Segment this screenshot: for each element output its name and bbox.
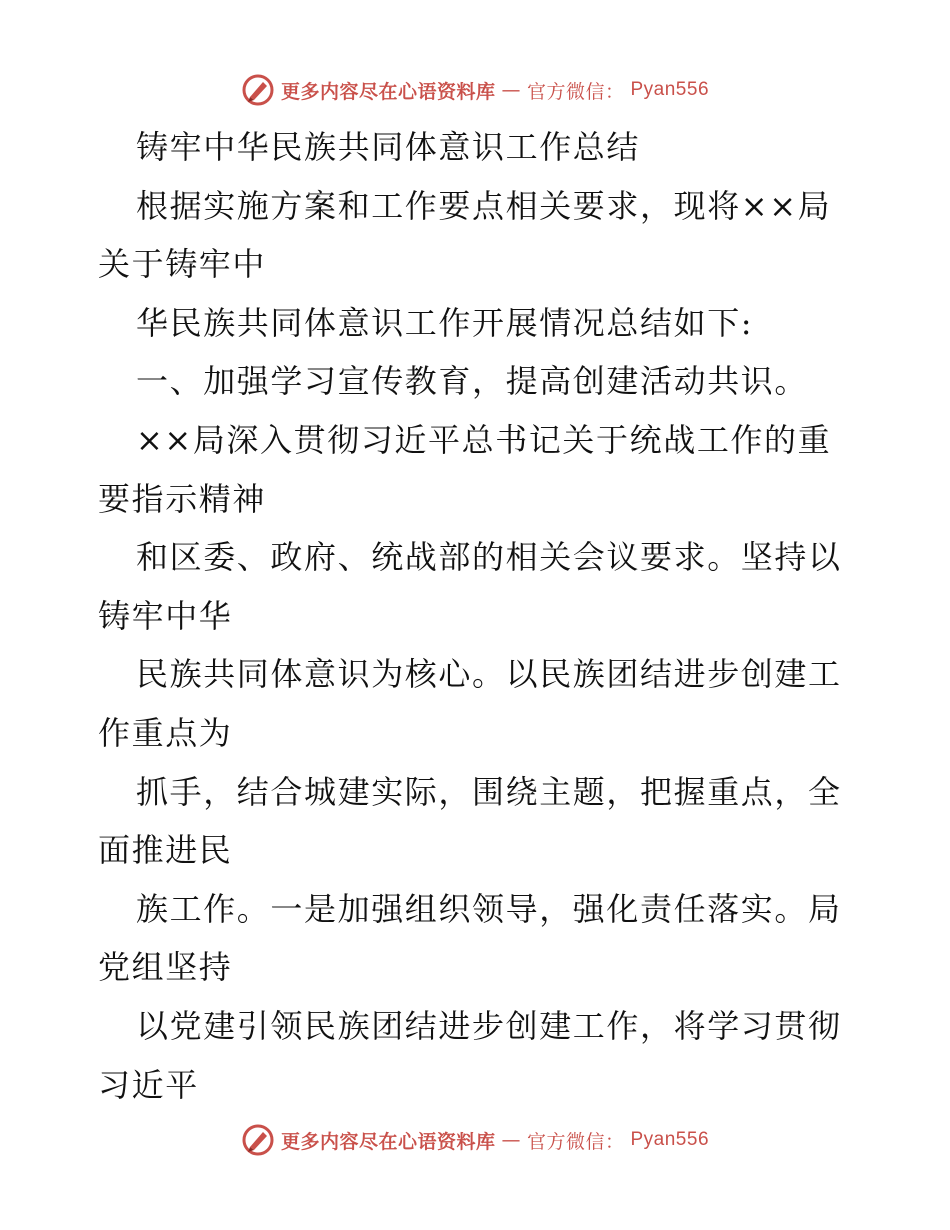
- header-watermark: [0, 70, 950, 110]
- doc-line: 族工作。一是加强组织领导，强化责任落实。局: [136, 889, 842, 928]
- doc-line: 党组坚持: [98, 948, 233, 987]
- watermark-main-text: 更多内容尽在心语资料库: [280, 80, 496, 103]
- watermark-sub-text: 官方微信：: [526, 80, 625, 103]
- document-body: [98, 118, 858, 1114]
- watermark-dash: —: [501, 1129, 521, 1151]
- footer-watermark: [0, 1120, 950, 1160]
- doc-line: 作重点为: [98, 713, 233, 752]
- watermark-id: Pyan556: [630, 1129, 710, 1150]
- doc-line: 根据实施方案和工作要点相关要求，现将××局: [136, 186, 832, 225]
- doc-line: 要指示精神: [98, 479, 267, 518]
- doc-line: 抓手，结合城建实际，围绕主题，把握重点，全: [136, 772, 842, 811]
- pen-logo-icon: [241, 73, 275, 107]
- doc-title: 铸牢中华民族共同体意识工作总结: [136, 128, 641, 166]
- watermark-sub-text: 官方微信：: [526, 1130, 625, 1153]
- doc-line: 华民族共同体意识工作开展情况总结如下:: [136, 303, 754, 342]
- doc-line: ××局深入贯彻习近平总书记关于统战工作的重: [136, 420, 832, 459]
- doc-line: 习近平: [98, 1065, 199, 1104]
- section-heading: 一、加强学习宣传教育，提高创建活动共识。: [136, 362, 809, 401]
- doc-line: 关于铸牢中: [98, 245, 267, 284]
- doc-line: 面推进民: [98, 831, 233, 870]
- doc-line: 和区委、政府、统战部的相关会议要求。坚持以: [136, 538, 842, 577]
- doc-line: 民族共同体意识为核心。以民族团结进步创建工: [136, 655, 842, 694]
- pen-logo-icon: [241, 1123, 275, 1157]
- watermark-main-text: 更多内容尽在心语资料库: [280, 1130, 496, 1153]
- doc-line: 以党建引领民族团结进步创建工作，将学习贯彻: [136, 1006, 842, 1045]
- watermark-dash: —: [501, 79, 521, 101]
- doc-line: 铸牢中华: [98, 596, 233, 635]
- watermark-id: Pyan556: [630, 79, 710, 100]
